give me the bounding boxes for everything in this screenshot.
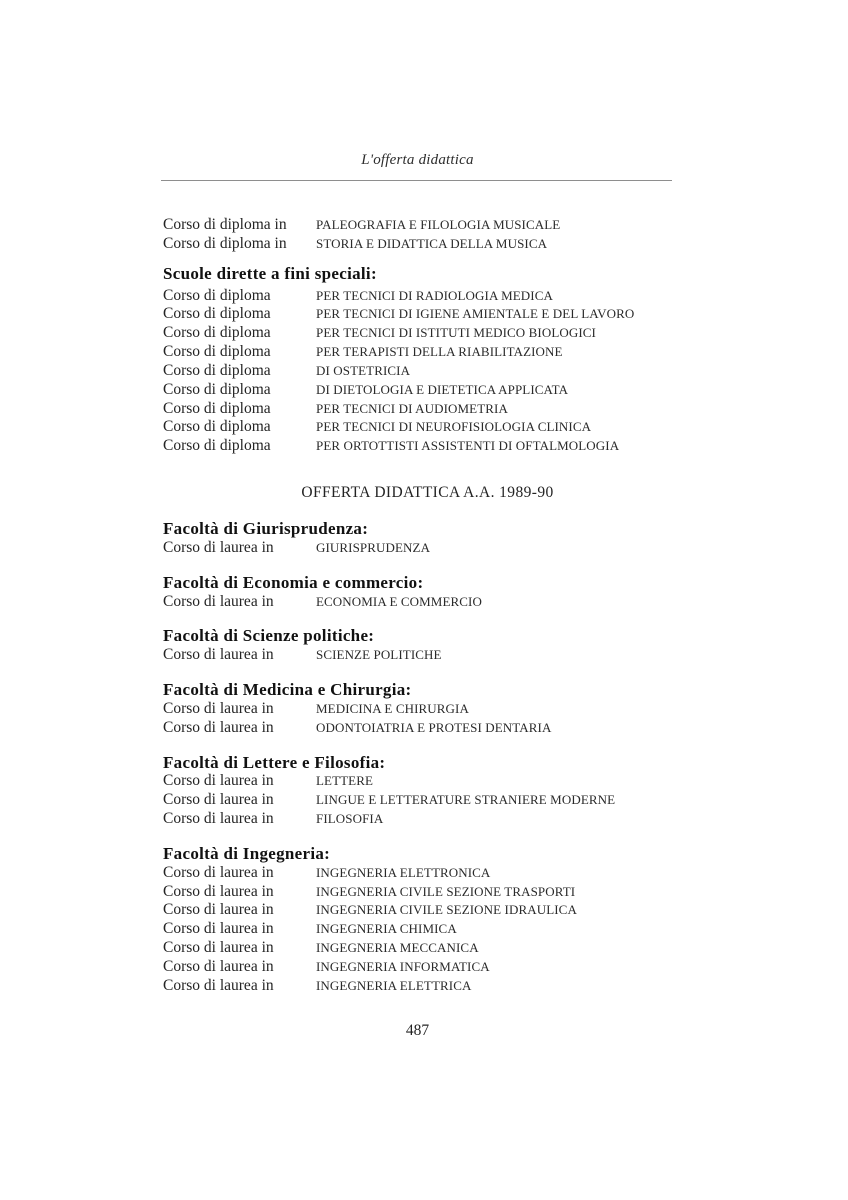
course-value: PER TECNICI DI ISTITUTI MEDICO BIOLOGICI bbox=[316, 325, 596, 341]
course-value: PER TERAPISTI DELLA RIABILITAZIONE bbox=[316, 344, 563, 360]
course-row bbox=[163, 400, 672, 419]
course-row bbox=[163, 719, 672, 738]
faculty-section-lettere bbox=[163, 754, 672, 829]
course-label: Corso di laurea in bbox=[163, 958, 274, 975]
faculty-heading: Facoltà di Giurisprudenza: bbox=[163, 518, 369, 538]
course-row bbox=[163, 700, 672, 719]
section-heading-scuole: Scuole dirette a fini speciali: bbox=[163, 263, 377, 283]
course-row bbox=[163, 343, 672, 362]
faculty-heading: Facoltà di Lettere e Filosofia: bbox=[163, 752, 386, 772]
course-value: PER ORTOTTISTI ASSISTENTI DI OFTALMOLOGIA bbox=[316, 438, 620, 454]
course-row bbox=[163, 958, 672, 977]
course-label: Corso di diploma in bbox=[163, 234, 287, 252]
page-content bbox=[163, 216, 672, 996]
course-row bbox=[163, 216, 672, 235]
course-value: LETTERE bbox=[316, 773, 374, 789]
course-value: SCIENZE POLITICHE bbox=[316, 647, 442, 663]
course-row bbox=[163, 939, 672, 958]
faculty-heading: Facoltà di Economia e commercio: bbox=[163, 572, 424, 592]
course-label: Corso di laurea in bbox=[163, 901, 274, 919]
course-row bbox=[163, 418, 672, 437]
course-row bbox=[163, 437, 672, 456]
course-label: Corso di diploma bbox=[163, 343, 271, 361]
faculty-heading: Facoltà di Ingegneria: bbox=[163, 843, 331, 863]
faculty-heading: Facoltà di Scienze politiche: bbox=[163, 626, 375, 646]
course-value: INGEGNERIA INFORMATICA bbox=[316, 959, 490, 974]
course-label: Corso di diploma bbox=[163, 380, 271, 398]
course-value: INGEGNERIA CIVILE SEZIONE IDRAULICA bbox=[316, 902, 577, 918]
course-label: Corso di laurea in bbox=[163, 863, 274, 881]
course-row bbox=[163, 381, 672, 400]
course-label: Corso di laurea in bbox=[163, 699, 274, 717]
course-row bbox=[163, 539, 672, 558]
course-value: DI DIETOLOGIA E DIETETICA APPLICATA bbox=[316, 381, 569, 397]
course-value: INGEGNERIA ELETTRICA bbox=[316, 977, 472, 993]
course-label: Corso di laurea in bbox=[163, 882, 274, 900]
course-label: Corso di laurea in bbox=[163, 920, 274, 938]
course-label: Corso di diploma bbox=[163, 399, 271, 417]
course-row bbox=[163, 901, 672, 920]
course-label: Corso di diploma bbox=[163, 418, 271, 436]
course-value: LINGUE E LETTERATURE STRANIERE MODERNE bbox=[316, 792, 616, 808]
course-label: Corso di laurea in bbox=[163, 646, 274, 664]
course-value: PER TECNICI DI RADIOLOGIA MEDICA bbox=[316, 287, 553, 303]
course-value: STORIA E DIDATTICA DELLA MUSICA bbox=[316, 235, 548, 251]
course-label: Corso di diploma bbox=[163, 324, 271, 342]
course-label: Corso di diploma bbox=[163, 286, 271, 304]
course-label: Corso di laurea in bbox=[163, 718, 274, 736]
course-row bbox=[163, 287, 672, 306]
faculty-heading: Facoltà di Medicina e Chirurgia: bbox=[163, 680, 412, 700]
course-value: ECONOMIA E COMMERCIO bbox=[316, 593, 482, 609]
course-value: MEDICINA E CHIRURGIA bbox=[316, 700, 469, 716]
page-number: 487 bbox=[405, 1022, 430, 1039]
faculty-section-giurisprudenza bbox=[163, 520, 672, 558]
course-row bbox=[163, 772, 672, 791]
course-label: Corso di laurea in bbox=[163, 791, 274, 809]
course-value: INGEGNERIA CHIMICA bbox=[316, 921, 457, 937]
course-label: Corso di diploma bbox=[163, 437, 271, 455]
course-row bbox=[163, 324, 672, 343]
course-value: PALEOGRAFIA E FILOLOGIA MUSICALE bbox=[316, 217, 561, 232]
course-value: INGEGNERIA CIVILE SEZIONE TRASPORTI bbox=[316, 883, 576, 899]
scuole-diploma-list bbox=[163, 287, 672, 457]
course-label: Corso di laurea in bbox=[163, 976, 274, 994]
course-label: Corso di laurea in bbox=[163, 538, 274, 556]
course-label: Corso di laurea in bbox=[163, 772, 274, 790]
course-row bbox=[163, 362, 672, 381]
course-value: INGEGNERIA MECCANICA bbox=[316, 940, 479, 956]
course-value: INGEGNERIA ELETTRONICA bbox=[316, 864, 491, 880]
faculty-section-medicina bbox=[163, 681, 672, 738]
intro-diploma-list bbox=[163, 216, 672, 254]
course-label: Corso di diploma bbox=[163, 305, 271, 323]
faculty-section-economia bbox=[163, 574, 672, 612]
course-value: DI OSTETRICIA bbox=[316, 362, 411, 378]
running-header: L'offerta didattica bbox=[361, 152, 474, 168]
course-row bbox=[163, 593, 672, 612]
course-row bbox=[163, 235, 672, 254]
course-row bbox=[163, 864, 672, 883]
course-value: PER TECNICI DI IGIENE AMIENTALE E DEL LAVORO bbox=[316, 306, 635, 322]
header-rule bbox=[161, 180, 672, 181]
course-value: PER TECNICI DI AUDIOMETRIA bbox=[316, 400, 508, 416]
course-row bbox=[163, 305, 672, 324]
offerta-title: OFFERTA DIDATTICA A.A. 1989-90 bbox=[301, 484, 554, 502]
course-value: GIURISPRUDENZA bbox=[316, 539, 431, 555]
course-value: FILOSOFIA bbox=[316, 811, 384, 827]
course-value: ODONTOIATRIA E PROTESI DENTARIA bbox=[316, 719, 552, 735]
course-row bbox=[163, 977, 672, 996]
faculty-section-scienze-politiche bbox=[163, 627, 672, 665]
course-value: PER TECNICI DI NEUROFISIOLOGIA CLINICA bbox=[316, 419, 592, 435]
course-row bbox=[163, 646, 672, 665]
course-row bbox=[163, 810, 672, 829]
course-label: Corso di diploma in bbox=[163, 216, 287, 233]
course-row bbox=[163, 791, 672, 810]
course-label: Corso di diploma bbox=[163, 361, 271, 379]
course-label: Corso di laurea in bbox=[163, 939, 274, 957]
course-row bbox=[163, 883, 672, 902]
course-row bbox=[163, 920, 672, 939]
course-label: Corso di laurea in bbox=[163, 810, 274, 828]
course-label: Corso di laurea in bbox=[163, 592, 274, 610]
faculty-section-ingegneria bbox=[163, 845, 672, 996]
